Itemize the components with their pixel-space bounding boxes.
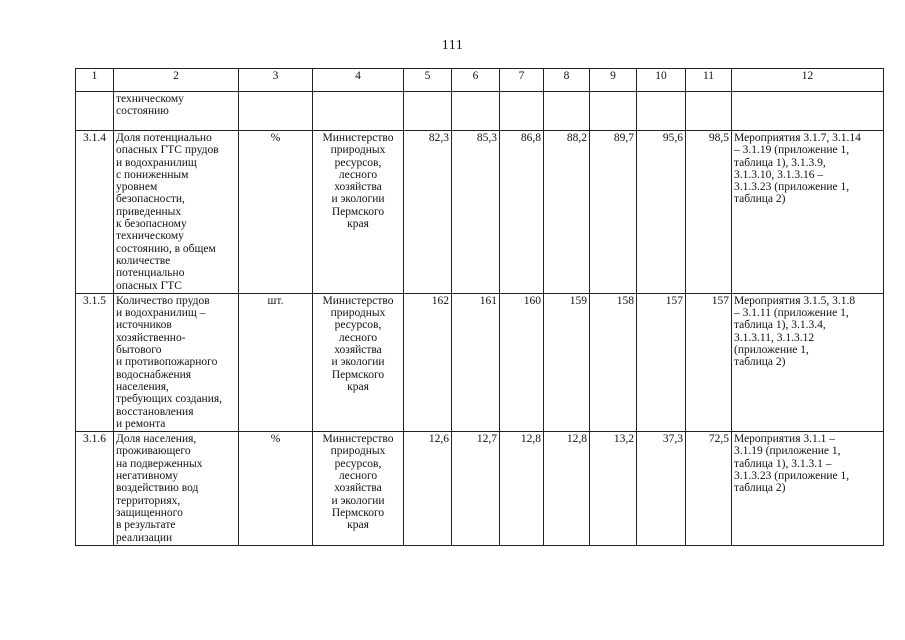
text-line: техническому [116,230,184,243]
value-cell: 95,6 [637,131,686,294]
department-cell [313,92,404,131]
text-line: природных [330,445,386,458]
text-line: в результате [116,519,176,532]
continuation-row [76,92,884,131]
value-cell [544,92,590,131]
table-body [76,69,884,546]
value-cell: 13,2 [590,432,637,546]
text-line: природных [330,144,386,157]
activities-cell [732,293,884,431]
text-line: природных [330,307,386,320]
text-line: края [347,380,369,393]
value-cell: 157 [637,293,686,431]
header-cell: 7 [500,69,544,92]
value-cell [686,92,732,131]
header-cell: 1 [76,69,114,92]
value-cell: 162 [404,293,452,431]
activities-cell [732,131,884,294]
indicator-name-cell [114,293,239,431]
text-line: восстановления [116,405,194,418]
text-line: и противопожарного [116,356,218,369]
value-cell [452,92,500,131]
department-cell [313,293,404,431]
header-cell: 11 [686,69,732,92]
unit-cell: % [239,432,313,546]
header-cell: 12 [732,69,884,92]
department-cell [313,432,404,546]
text-line: уровнем [116,181,158,194]
text-line: хозяйства [334,181,382,194]
text-line: и экологии [331,356,385,369]
text-line: количестве [116,254,171,267]
value-cell: 12,6 [404,432,452,546]
value-cell: 37,3 [637,432,686,546]
text-line: Пермского [331,368,385,381]
text-line: 3.1.3.10, 3.1.3.16 – [734,168,824,181]
row-number-cell: 3.1.6 [76,432,114,546]
header-cell: 5 [404,69,452,92]
text-line: Количество прудов [116,294,210,307]
table-row [76,432,884,546]
text-line: таблица 1), 3.1.3.4, [734,319,826,332]
text-line: ресурсов, [334,457,382,470]
text-line: Мероприятия 3.1.5, 3.1.8 [734,294,856,307]
header-cell: 8 [544,69,590,92]
text-line: Пермского [331,205,385,218]
value-cell [590,92,637,131]
header-row [76,69,884,92]
text-line: Пермского [331,506,385,519]
text-line: лесного [338,168,378,181]
text-line: и ремонта [116,417,166,430]
text-line: 3.1.3.23 (приложение 1, [734,470,850,483]
activities-cell [732,432,884,546]
text-line: таблица 2) [734,482,786,495]
text-line: лесного [338,470,378,483]
indicators-table [75,68,884,546]
row-number-cell: 3.1.5 [76,293,114,431]
value-cell: 158 [590,293,637,431]
value-cell: 161 [452,293,500,431]
value-cell: 159 [544,293,590,431]
text-line: бытового [116,344,162,357]
text-line: Мероприятия 3.1.7, 3.1.14 [734,132,861,144]
text-line: таблица 1), 3.1.3.9, [734,156,826,169]
value-cell: 89,7 [590,131,637,294]
indicator-name-cell [114,92,239,131]
value-cell: 98,5 [686,131,732,294]
table-row [76,131,884,294]
indicator-name-cell [114,432,239,546]
text-line: и экологии [331,193,385,206]
text-line: требующих создания, [116,393,223,406]
text-line: – 3.1.19 (приложение 1, [734,144,850,157]
header-cell: 2 [114,69,239,92]
text-line: и водохранилищ – [116,307,206,320]
text-line: приведенных [116,205,182,218]
num-cell [76,92,114,131]
page-number: 111 [441,38,464,53]
value-cell: 12,8 [544,432,590,546]
text-line: – 3.1.11 (приложение 1, [734,307,849,320]
value-cell: 12,8 [500,432,544,546]
header-cell: 10 [637,69,686,92]
text-line: ресурсов, [334,156,382,169]
unit-cell [239,92,313,131]
text-line: негативному [116,470,179,483]
text-line: хозяйства [334,344,382,357]
text-line: Доля потенциально [116,132,212,144]
text-line: 3.1.3.11, 3.1.3.12 [734,331,815,344]
text-line: безопасности, [116,193,185,206]
text-line: 3.1.3.23 (приложение 1, [734,181,850,194]
header-cell: 9 [590,69,637,92]
text-line: и водохранилищ [116,156,197,169]
value-cell [404,92,452,131]
text-line: территориях, [116,494,181,507]
text-line: и экологии [331,494,385,507]
department-cell [313,131,404,294]
text-line: реализации [116,531,173,544]
text-line: (приложение 1, [734,344,809,357]
value-cell [500,92,544,131]
text-line: опасных ГТС [116,279,182,292]
text-line: таблица 1), 3.1.3.1 – [734,457,832,470]
text-line: техническому [116,93,184,105]
text-line: на подверженных [116,457,203,470]
text-line: населения, [116,380,169,393]
text-line: с пониженным [116,168,189,181]
text-line: таблица 2) [734,356,786,369]
unit-cell: % [239,131,313,294]
text-line: лесного [338,331,378,344]
value-cell: 82,3 [404,131,452,294]
text-line: края [347,519,369,532]
row-number-cell: 3.1.4 [76,131,114,294]
value-cell: 160 [500,293,544,431]
activities-cell [732,92,884,131]
text-line: состоянию, в общем [116,242,216,255]
value-cell: 86,8 [500,131,544,294]
text-line: Министерство [322,294,394,307]
value-cell [637,92,686,131]
text-line: защищенного [116,506,183,519]
header-cell: 3 [239,69,313,92]
text-line: Мероприятия 3.1.1 – [734,433,835,446]
indicator-name-cell [114,131,239,294]
header-cell: 6 [452,69,500,92]
text-line: проживающего [116,445,191,458]
text-line: Министерство [322,433,394,446]
text-line: таблица 2) [734,193,786,206]
value-cell: 12,7 [452,432,500,546]
text-line: к безопасному [116,218,187,231]
unit-cell: шт. [239,293,313,431]
text-line: хозяйственно- [116,331,186,344]
text-line: ресурсов, [334,319,382,332]
text-line: водоснабжения [116,368,192,381]
value-cell: 72,5 [686,432,732,546]
text-line: опасных ГТС прудов [116,144,219,157]
text-line: воздействию вод [116,482,199,495]
text-line: хозяйства [334,482,382,495]
text-line: Министерство [322,132,394,144]
text-line: Доля населения, [116,433,197,446]
text-line: 3.1.19 (приложение 1, [734,445,841,458]
text-line: состоянию [116,105,169,118]
table-row [76,293,884,431]
text-line: потенциально [116,267,185,280]
text-line: источников [116,319,172,332]
header-cell: 4 [313,69,404,92]
value-cell: 157 [686,293,732,431]
text-line: края [347,218,369,231]
value-cell: 85,3 [452,131,500,294]
value-cell: 88,2 [544,131,590,294]
